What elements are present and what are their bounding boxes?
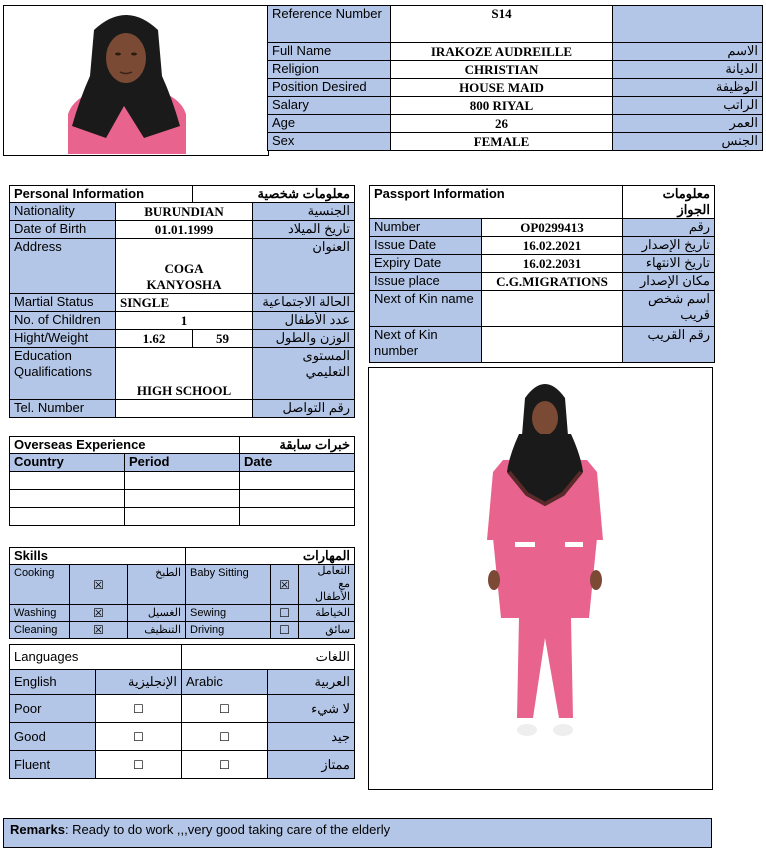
marital-value: SINGLE	[116, 294, 253, 312]
tel-value	[116, 400, 253, 418]
lang-english-ar: الإنجليزية	[96, 670, 182, 695]
nationality-label: Nationality	[10, 203, 116, 221]
age-value: 26	[391, 115, 613, 133]
skill-babysitting: Baby Sitting	[186, 565, 271, 605]
age-label: Age	[268, 115, 391, 133]
dob-ar: تاريخ الميلاد	[253, 221, 355, 239]
marital-label: Martial Status	[10, 294, 116, 312]
issue-place-label: Issue place	[370, 273, 482, 291]
children-ar: عدد الأطفال	[253, 312, 355, 330]
sex-value: FEMALE	[391, 133, 613, 151]
position-label: Position Desired	[268, 79, 391, 97]
remarks-box	[3, 818, 712, 848]
issue-date-value: 16.02.2021	[482, 237, 623, 255]
skill-cooking-ar: الطبخ	[128, 565, 186, 605]
skill-sewing: Sewing	[186, 605, 271, 622]
level-good-ar: جيد	[268, 723, 355, 751]
skill-washing-checkbox[interactable]: ☒	[70, 605, 128, 622]
remarks-text: : Ready to do work ,,,very good taking care of the elderly	[64, 822, 391, 837]
overseas-cell	[10, 472, 125, 490]
children-value: 1	[116, 312, 253, 330]
address-ar: العنوان	[253, 239, 355, 294]
kin-name-label: Next of Kin name	[370, 291, 482, 327]
passport-info-table	[369, 185, 715, 363]
position-value: HOUSE MAID	[391, 79, 613, 97]
expiry-date-value: 16.02.2031	[482, 255, 623, 273]
overseas-cell	[10, 490, 125, 508]
overseas-cell	[10, 508, 125, 526]
overseas-cell	[240, 490, 355, 508]
skill-cleaning-checkbox[interactable]: ☒	[70, 622, 128, 639]
skill-washing: Washing	[10, 605, 70, 622]
reference-label: Reference Number	[268, 6, 391, 43]
reference-value: S14	[391, 6, 613, 43]
address-label: Address	[10, 239, 116, 294]
position-ar: الوظيفة	[613, 79, 763, 97]
arabic-poor-checkbox[interactable]: ☐	[182, 695, 268, 723]
expiry-date-ar: تاريخ الانتهاء	[623, 255, 715, 273]
skills-table	[9, 547, 355, 639]
religion-ar: الديانة	[613, 61, 763, 79]
passport-number-value: OP0299413	[482, 219, 623, 237]
overseas-title: Overseas Experience	[10, 437, 240, 454]
languages-title-ar: اللغات	[182, 645, 355, 670]
level-poor-ar: لا شيء	[268, 695, 355, 723]
issue-place-value: C.G.MIGRATIONS	[482, 273, 623, 291]
skill-babysitting-ar: التعامل مع الأطفال	[299, 565, 355, 605]
portrait-photo-frame	[3, 5, 269, 156]
english-poor-checkbox[interactable]: ☐	[96, 695, 182, 723]
passport-number-ar: رقم	[623, 219, 715, 237]
arabic-good-checkbox[interactable]: ☐	[182, 723, 268, 751]
overseas-cell	[125, 508, 240, 526]
personal-title-ar: معلومات شخصية	[193, 186, 355, 203]
passport-title: Passport Information	[370, 186, 623, 219]
lang-arabic: Arabic	[182, 670, 268, 695]
education-label: Education Qualifications	[10, 348, 116, 400]
col-period: Period	[125, 454, 240, 472]
lang-arabic-ar: العربية	[268, 670, 355, 695]
weight-value: 59	[193, 330, 253, 348]
arabic-fluent-checkbox[interactable]: ☐	[182, 751, 268, 779]
kin-number-ar: رقم القريب	[623, 327, 715, 363]
salary-ar: الراتب	[613, 97, 763, 115]
dob-value: 01.01.1999	[116, 221, 253, 239]
overseas-cell	[125, 472, 240, 490]
sex-label: Sex	[268, 133, 391, 151]
salary-value: 800 RIYAL	[391, 97, 613, 115]
skill-driving-ar: سائق	[299, 622, 355, 639]
skill-sewing-checkbox[interactable]: ☐	[271, 605, 299, 622]
skill-sewing-ar: الخياطة	[299, 605, 355, 622]
fullname-label: Full Name	[268, 43, 391, 61]
skill-washing-ar: الغسيل	[128, 605, 186, 622]
height-value: 1.62	[116, 330, 193, 348]
address-value: COGA KANYOSHA	[116, 239, 253, 294]
tel-label: Tel. Number	[10, 400, 116, 418]
level-fluent: Fluent	[10, 751, 96, 779]
education-value: HIGH SCHOOL	[116, 348, 253, 400]
marital-ar: الحالة الاجتماعية	[253, 294, 355, 312]
fullname-value: IRAKOZE AUDREILLE	[391, 43, 613, 61]
skill-driving: Driving	[186, 622, 271, 639]
english-good-checkbox[interactable]: ☐	[96, 723, 182, 751]
portrait-photo	[4, 6, 268, 155]
skill-babysitting-checkbox[interactable]: ☒	[271, 565, 299, 605]
full-body-photo-frame	[368, 367, 713, 790]
languages-table	[9, 644, 355, 779]
passport-number-label: Number	[370, 219, 482, 237]
height-weight-ar: الوزن والطول	[253, 330, 355, 348]
expiry-date-label: Expiry Date	[370, 255, 482, 273]
english-fluent-checkbox[interactable]: ☐	[96, 751, 182, 779]
personal-title: Personal Information	[10, 186, 193, 203]
col-date: Date	[240, 454, 355, 472]
sex-ar: الجنس	[613, 133, 763, 151]
kin-number-label: Next of Kin number	[370, 327, 482, 363]
col-country: Country	[10, 454, 125, 472]
reference-ar	[613, 6, 763, 43]
languages-title: Languages	[10, 645, 182, 670]
skill-cooking: Cooking	[10, 565, 70, 605]
overseas-title-ar: خبرات سابقة	[240, 437, 355, 454]
issue-date-label: Issue Date	[370, 237, 482, 255]
full-body-photo	[369, 368, 712, 789]
skill-cleaning-ar: التنظيف	[128, 622, 186, 639]
salary-label: Salary	[268, 97, 391, 115]
lang-english: English	[10, 670, 96, 695]
passport-title-ar: معلومات الجواز	[623, 186, 715, 219]
skill-cleaning: Cleaning	[10, 622, 70, 639]
personal-info-table	[9, 185, 355, 418]
nationality-ar: الجنسية	[253, 203, 355, 221]
religion-value: CHRISTIAN	[391, 61, 613, 79]
issue-date-ar: تاريخ الإصدار	[623, 237, 715, 255]
religion-label: Religion	[268, 61, 391, 79]
overseas-cell	[240, 472, 355, 490]
header-info-table	[267, 5, 763, 151]
fullname-ar: الاسم	[613, 43, 763, 61]
issue-place-ar: مكان الإصدار	[623, 273, 715, 291]
dob-label: Date of Birth	[10, 221, 116, 239]
height-weight-label: Hight/Weight	[10, 330, 116, 348]
remarks-label: Remarks	[10, 822, 65, 837]
skills-title-ar: المهارات	[186, 548, 355, 565]
education-ar: المستوى التعليمي	[253, 348, 355, 400]
level-good: Good	[10, 723, 96, 751]
level-poor: Poor	[10, 695, 96, 723]
nationality-value: BURUNDIAN	[116, 203, 253, 221]
overseas-cell	[125, 490, 240, 508]
children-label: No. of Children	[10, 312, 116, 330]
kin-number-value	[482, 327, 623, 363]
level-fluent-ar: ممتاز	[268, 751, 355, 779]
skills-title: Skills	[10, 548, 186, 565]
skill-driving-checkbox[interactable]: ☐	[271, 622, 299, 639]
overseas-cell	[240, 508, 355, 526]
kin-name-ar: اسم شخص قريب	[623, 291, 715, 327]
overseas-experience-table	[9, 436, 355, 526]
skill-cooking-checkbox[interactable]: ☒	[70, 565, 128, 605]
tel-ar: رقم التواصل	[253, 400, 355, 418]
age-ar: العمر	[613, 115, 763, 133]
kin-name-value	[482, 291, 623, 327]
